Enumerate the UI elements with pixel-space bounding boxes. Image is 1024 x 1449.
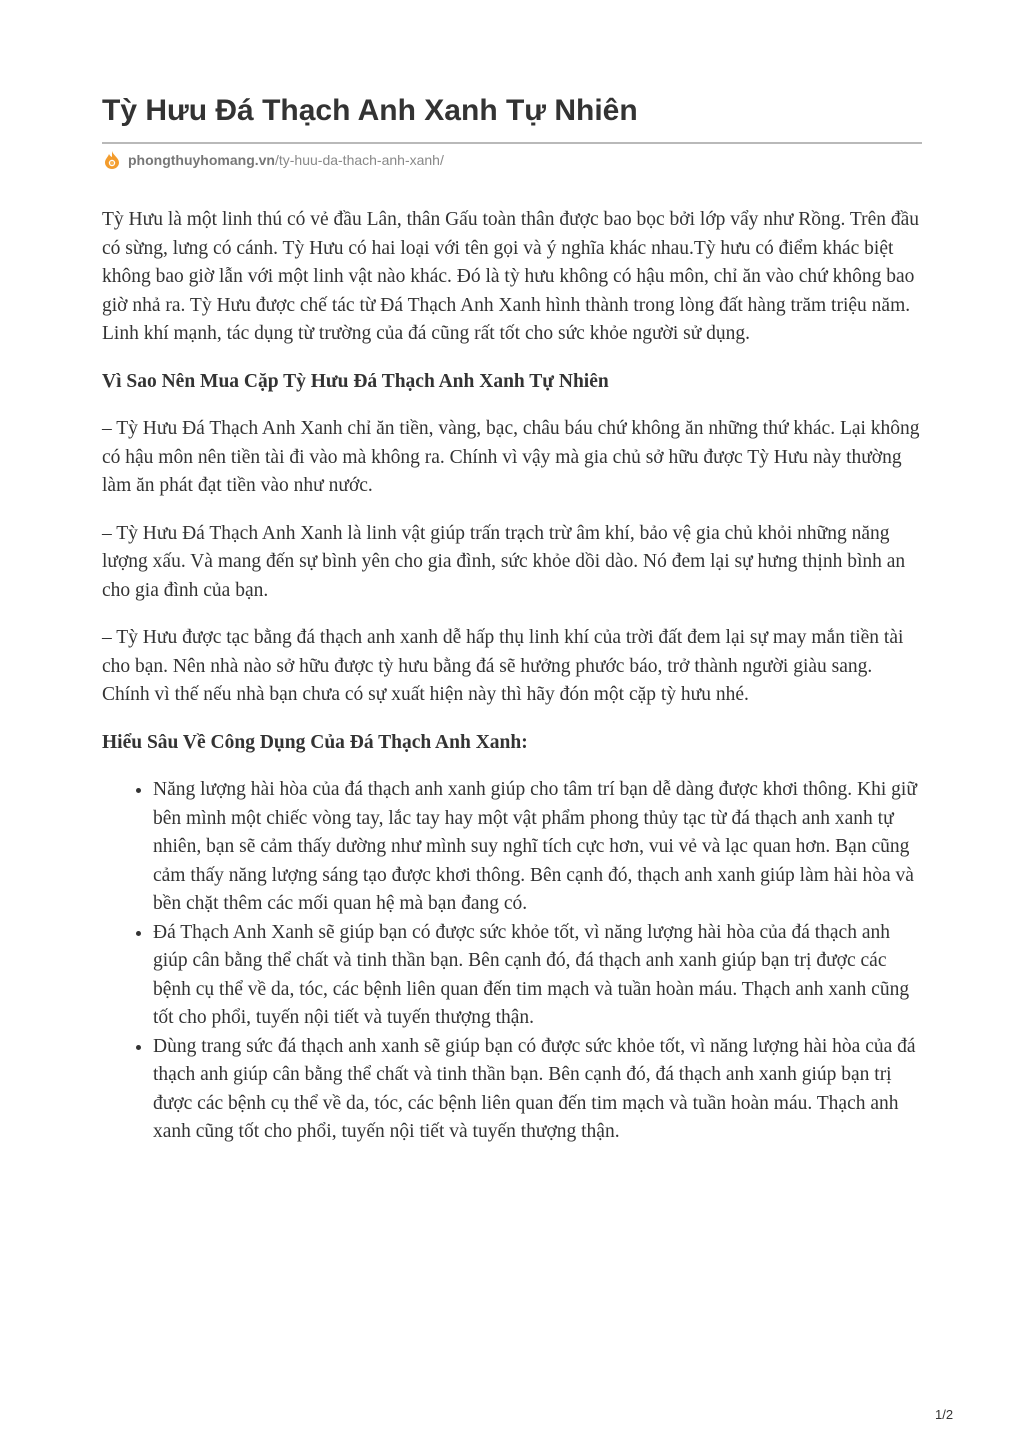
benefits-list bbox=[102, 776, 922, 1147]
page-number: 1/2 bbox=[935, 1407, 954, 1422]
intro-paragraph: Tỳ Hưu là một linh thú có vẻ đầu Lân, thân Gấu toàn thân được bao bọc bởi lớp vẩy như Rồng. Trên đầu có sừng, lưng có cánh. Tỳ Hưu có hai loại với tên gọi và ý nghĩa khác nhau.Tỳ hưu có điểm khác biệt không bao giờ lẫn với một linh vật nào khác. Đó là tỳ hưu không có hậu môn, chỉ ăn vào chứ không bao giờ nhả ra. Tỳ Hưu được chế tác từ Đá Thạch Anh Xanh hình thành trong lòng đất hàng trăm triệu năm. Linh khí mạnh, tác dụng từ trường của đá cũng rất tốt cho sức khỏe người sử dụng. bbox=[102, 209, 920, 344]
source-domain: phongthuyhomang.vn bbox=[128, 152, 275, 168]
title-divider bbox=[102, 142, 922, 144]
reason-paragraph: – Tỳ Hưu Đá Thạch Anh Xanh là linh vật giúp trấn trạch trừ âm khí, bảo vệ gia chủ khỏi những năng lượng xấu. Và mang đến sự bình yên cho gia đình, sức khỏe dồi dào. Nó đem lại sự hưng thịnh bình an cho gia đình của bạn. bbox=[102, 522, 906, 601]
flame-logo-icon bbox=[104, 151, 120, 169]
reason-paragraph: – Tỳ Hưu được tạc bằng đá thạch anh xanh dễ hấp thụ linh khí của trời đất đem lại sự may mắn tiền tài cho bạn. Nên nhà nào sở hữu được tỳ hưu bằng đá sẽ hưởng phước báo, trở thành người giàu sang. Chính vì thế nếu nhà bạn chưa có sự xuất hiện này thì hãy đón một cặp tỳ hưu nhé. bbox=[102, 627, 904, 705]
source-path: /ty-huu-da-thach-anh-xanh/ bbox=[274, 152, 444, 168]
article-title: Tỳ Hưu Đá Thạch Anh Xanh Tự Nhiên bbox=[102, 94, 638, 127]
section-heading: Hiểu Sâu Về Công Dụng Của Đá Thạch Anh Xanh: bbox=[102, 731, 528, 753]
list-item: • Dùng trang sức đá thạch anh xanh sẽ giúp bạn có được sức khỏe tốt, vì năng lượng hài hòa của đá thạch anh giúp cân bằng thể chất và tinh thần bạn. Bên cạnh đó, đá thạch anh xanh giúp bạn trị được các bệnh cụ thể về da, tóc, các bệnh liên quan đến tim mạch và tuần hoàn máu. Thạch anh xanh cũng tốt cho phổi, tuyến nội tiết và tuyến thượng thận. bbox=[153, 1033, 922, 1147]
list-item: • Năng lượng hài hòa của đá thạch anh xanh giúp cho tâm trí bạn dễ dàng được khơi thông. Khi giữ bên mình một chiếc vòng tay, lắc tay hay một vật phẩm phong thủy tạc từ đá thạch anh xanh tự nhiên, bạn sẽ cảm thấy dường như mình suy nghĩ tích cực hơn, vui vẻ và lạc quan hơn. Bạn cũng cảm thấy năng lượng sáng tạo được khơi thông. Bên cạnh đó, thạch anh xanh giúp làm hài hòa và bền chặt thêm các mối quan hệ mà bạn đang có. bbox=[153, 776, 922, 919]
article-body bbox=[102, 206, 922, 1147]
section-heading: Vì Sao Nên Mua Cặp Tỳ Hưu Đá Thạch Anh Xanh Tự Nhiên bbox=[102, 370, 609, 392]
source-url[interactable] bbox=[104, 151, 444, 169]
reason-paragraph: – Tỳ Hưu Đá Thạch Anh Xanh chỉ ăn tiền, vàng, bạc, châu báu chứ không ăn những thứ khác. Lại không có hậu môn nên tiền tài đi vào mà không ra. Chính vì vậy mà gia chủ sở hữu được Tỳ Hưu này thường làm ăn phát đạt tiền vào như nước. bbox=[102, 418, 920, 496]
list-item: • Đá Thạch Anh Xanh sẽ giúp bạn có được sức khỏe tốt, vì năng lượng hài hòa của đá thạch anh giúp cân bằng thể chất và tinh thần bạn. Bên cạnh đó, đá thạch anh xanh giúp bạn trị được các bệnh cụ thể về da, tóc, các bệnh liên quan đến tim mạch và tuần hoàn máu. Thạch anh xanh cũng tốt cho phổi, tuyến nội tiết và tuyến thượng thận. bbox=[153, 919, 922, 1033]
